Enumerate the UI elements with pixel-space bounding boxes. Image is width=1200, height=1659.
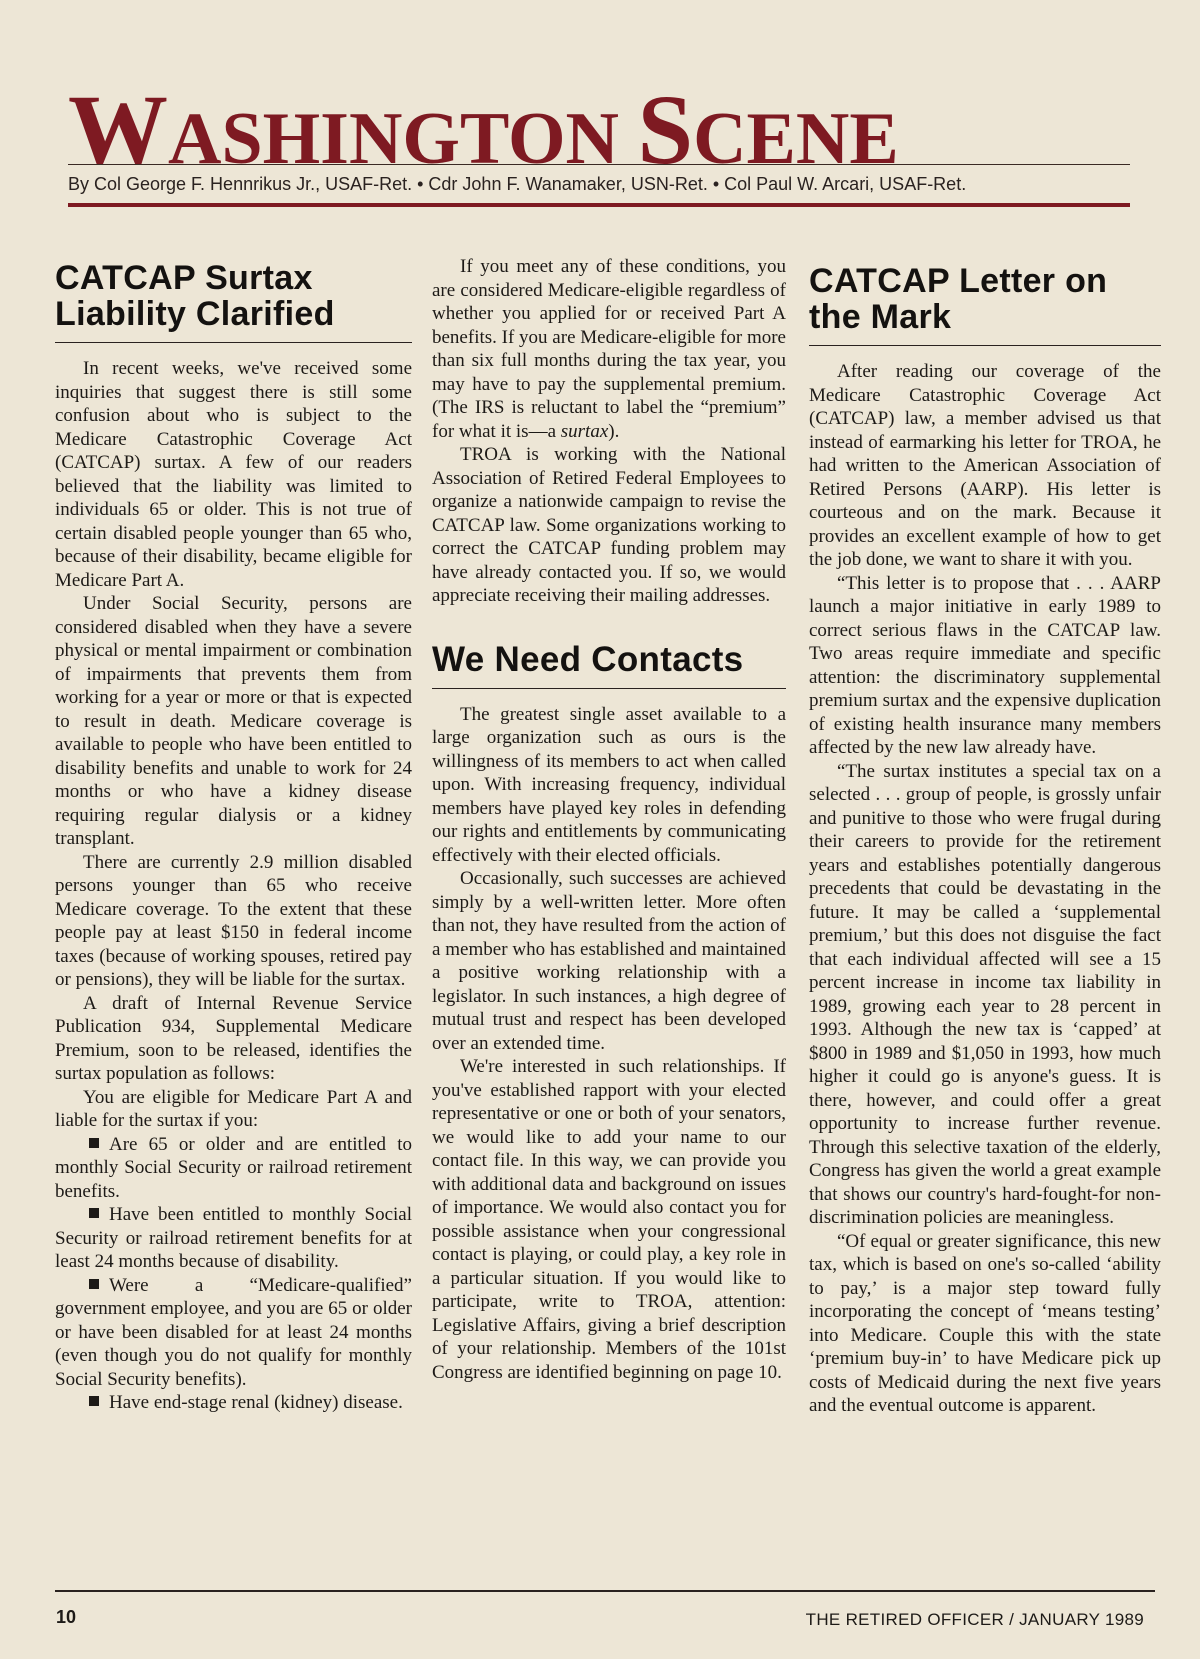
paragraph: You are eligible for Medicare Part A and liable for the surtax if you: xyxy=(55,1086,412,1131)
masthead-accent-rule xyxy=(68,203,1130,207)
paragraph: We're interested in such relationships. If you've established rapport with your elected representative or one or both of your senators, we would like to add your name to our contact file. In this way, we can provide you with additional data and background on issues of importance. We would also contact you for possible assistance when your congressional contact is playing, or could play, a key role in a particular situation. If you would like to participate, write to TROA, attention: Legislative Affairs, giving a brief description of your relationship. Members of the 101st Congress are identified beginning on page 10. xyxy=(432,1056,786,1383)
bullet-text: Have end-stage renal (kidney) disease. xyxy=(109,1392,403,1413)
paragraph: The greatest single asset available to a large organization such as ours is the willingness of its members to act when called upon. With increasing frequency, individual members have played key roles in defending our rights and entitlements by communicating effectively with their elected officials. xyxy=(432,703,786,866)
masthead-s-rest: CENE xyxy=(693,98,899,180)
column-1 xyxy=(55,255,412,1415)
column-2 xyxy=(432,255,786,1384)
running-footer: THE RETIRED OFFICER / JANUARY 1989 xyxy=(805,1610,1144,1629)
paragraph: Under Social Security, persons are considered disabled when they have a severe physical or mental impairment or combination of impairments that prevents them from working for a year or more or that is expected to result in death. Medicare coverage is available to people who have been entitled to disability benefits and unable to work for 24 months or who have a kidney disease requiring regular dialysis or a kidney transplant. xyxy=(55,593,412,849)
headline-rule xyxy=(809,345,1161,346)
paragraph xyxy=(432,255,786,443)
paragraph: There are currently 2.9 million disabled persons younger than 65 who receive Medicare coverage. To the extent that these people pay at least $150 in federal income taxes (because of working spouses, retired pay or pensions), they will be liable for the surtax. xyxy=(55,851,412,990)
bullet-text: Are 65 or older and are entitled to monthly Social Security or railroad retirement benefits. xyxy=(55,1133,412,1202)
headline-letter: CATCAP Letter on the Mark xyxy=(809,262,1108,336)
paragraph: A draft of Internal Revenue Service Publication 934, Supplemental Medicare Premium, soon to be released, identifies the surtax population as follows: xyxy=(55,992,412,1084)
text-run: ). xyxy=(608,420,620,442)
headline-surtax: CATCAP Surtax Liability Clarified xyxy=(55,259,335,333)
bullet-item xyxy=(55,1391,412,1415)
masthead-w-rest: ASHINGTON xyxy=(168,98,638,180)
bullet-text: Were a “Medicare-qualified” government employee, and you are 65 or older or have been disabled for at least 24 months (even though you do not qualify for monthly Social Security benefits). xyxy=(55,1274,412,1390)
masthead-s-initial: S xyxy=(637,74,694,185)
emphasis-surtax: surtax xyxy=(560,420,609,442)
column-3 xyxy=(809,255,1161,1418)
paragraph: In recent weeks, we've received some inquiries that suggest there is still some confusion about who is subject to the Medicare Catastrophic Coverage Act (CATCAP) surtax. A few of our readers believed that the liability was limited to individuals 65 or older. This is not true of certain disabled people younger than 65 who, because of their disability, became eligible for Medicare Part A. xyxy=(55,358,412,591)
page-number: 10 xyxy=(56,1607,77,1627)
paragraph: TROA is working with the National Association of Retired Federal Employees to organize a nationwide campaign to revise the CATCAP law. Some organizations working to correct the CATCAP funding problem may have already contacted you. If so, we would appreciate receiving their mailing addresses. xyxy=(432,444,786,606)
bullet-square-icon xyxy=(89,1279,99,1289)
paragraph: Occasionally, such successes are achieved simply by a well-written letter. More often than not, they have resulted from the action of a member who has established and maintained a positive working relationship with a legislator. In such instances, a high degree of mutual trust and respect has been developed over an extended time. xyxy=(432,868,786,1054)
headline-rule xyxy=(432,688,786,689)
bullet-text: Have been entitled to monthly Social Security or railroad retirement benefits for at least 24 months because of disability. xyxy=(55,1204,412,1272)
footer-rule xyxy=(55,1590,1155,1592)
text-run: If you meet any of these conditions, you are considered Medicare-eligible regardless of whether you applied for or received Part A benefits. If you are Medicare-eligible for more than six full months during the tax year, you may have to pay the supplemental premium. (The IRS is reluctant to label the “premium” for what it is—a xyxy=(432,256,786,442)
headline-contacts: We Need Contacts xyxy=(432,639,744,679)
paragraph: “Of equal or greater significance, this new tax, which is based on one's so-called ‘ability to pay,’ is a major step toward fully incorporating the concept of ‘means testing’ into Medicare. Couple this with the state ‘premium buy-in’ to have Medicare pick up costs of Medicaid during the next five years and the eventual outcome is apparent. xyxy=(809,1230,1161,1416)
bullet-item xyxy=(55,1203,412,1274)
bullet-item xyxy=(55,1274,412,1392)
paragraph: After reading our coverage of the Medicare Catastrophic Coverage Act (CATCAP) law, a member advised us that instead of earmarking his letter for TROA, he had written to the American Association of Retired Persons (AARP). His letter is courteous and on the mark. Because it provides an excellent example of how to get the job done, we want to share it with you. xyxy=(809,361,1161,570)
bullet-square-icon xyxy=(89,1396,99,1406)
headline-rule xyxy=(55,342,412,343)
masthead-rule xyxy=(68,164,1130,165)
byline: By Col George F. Hennrikus Jr., USAF-Ret. • Cdr John F. Wanamaker, USN-Ret. • Col Paul W. Arcari, USAF-Ret. xyxy=(68,174,967,194)
bullet-square-icon xyxy=(89,1208,99,1218)
bullet-square-icon xyxy=(89,1138,99,1148)
paragraph: “This letter is to propose that . . . AARP launch a major initiative in early 1989 to correct serious flaws in the CATCAP law. Two areas require immediate and specific attention: the discriminatory supplemental premium surtax and the expensive duplication of existing health insurance many members affected by the new law already have. xyxy=(809,572,1161,758)
bullet-item xyxy=(55,1133,412,1204)
masthead-w-initial: W xyxy=(68,74,168,185)
paragraph: “The surtax institutes a special tax on a selected . . . group of people, is grossly unfair and punitive to those who were frugal during their careers to provide for the retirement years and establishes potentially dangerous precedents that could be devastating in the future. It may be called a ‘supplemental premium,’ but this does not disguise the fact that each individual affected will see a 15 percent increase in income tax liability in 1989, growing each year to 28 percent in 1993. Although the new tax is ‘capped’ at $800 in 1989 and $1,050 in 1993, how much higher it could go is anyone's guess. It is there, however, and could offer a great opportunity to increase further revenue. Through this selective taxation of the elderly, Congress has given the world a great example that shows our country's hard-fought-for non-discrimination policies are meaningless. xyxy=(809,760,1161,1228)
